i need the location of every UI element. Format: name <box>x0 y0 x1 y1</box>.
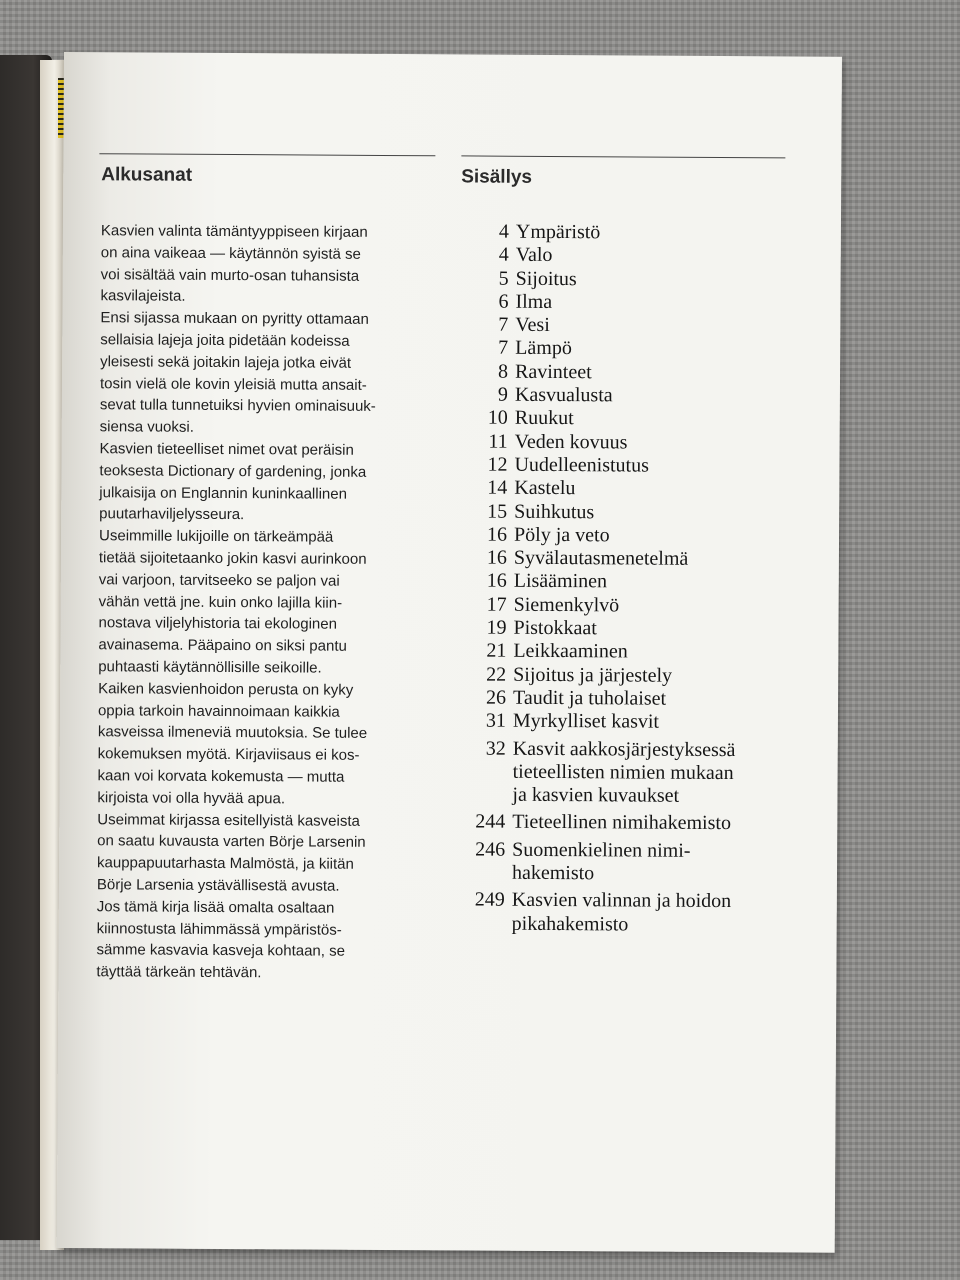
preface-line: täyttää tärkeän tehtävän. <box>96 963 262 982</box>
toc-title <box>514 570 607 594</box>
toc-page-number: 6 <box>498 290 509 313</box>
toc-title <box>515 314 550 338</box>
toc-title-line: Kasvien valinnan ja hoidon <box>511 889 732 913</box>
toc-entry <box>461 244 831 270</box>
toc-entry <box>460 384 830 410</box>
toc-title-line: hakemisto <box>511 861 595 885</box>
toc-entry <box>458 663 828 689</box>
toc-entry <box>460 360 830 386</box>
toc-entry <box>459 477 829 503</box>
toc-title <box>516 244 553 268</box>
toc-title <box>512 811 731 836</box>
preface-line: puhtaasti käytännöllisille seikoille. <box>98 658 322 677</box>
toc-title-line: Suomenkielinen nimi- <box>512 838 691 862</box>
toc-title <box>515 361 592 385</box>
toc-entry <box>459 593 829 619</box>
preface-line: tosin vielä ole kovin yleisiä mutta ansait- <box>99 374 367 394</box>
toc-title-line: Kasvualusta <box>514 383 613 407</box>
toc-title-line: Ruukut <box>514 407 574 430</box>
toc-entry <box>460 430 830 456</box>
toc-entry <box>457 737 827 809</box>
preface-line: on saatu kuvausta varten Börje Larsenin <box>97 832 366 852</box>
toc-title <box>516 221 601 245</box>
toc-page-number: 4 <box>498 220 509 243</box>
toc-title <box>514 594 620 618</box>
toc-page-number: 22 <box>486 663 507 686</box>
preface-line: avainasema. Pääpaino on siksi pantu <box>98 636 347 655</box>
preface-line: Kasvien tieteelliset nimet ovat peräisin <box>99 440 354 459</box>
toc-title <box>513 687 666 711</box>
toc-title-line: Suihkutus <box>514 500 595 523</box>
toc-title-line: Syvälautasmenetelmä <box>513 546 689 570</box>
preface-line: sämme kasvavia kasveja kohtaan, se <box>96 941 346 961</box>
toc-page-number: 12 <box>487 453 508 476</box>
preface-line: vai varjoon, tarvitseeko se paljon vai <box>98 570 340 590</box>
preface-line: kiinnostusta lähimmässä ympäristös- <box>96 919 342 939</box>
preface-line: vähän vettä jne. kuin onko lajilla kiin- <box>98 592 343 612</box>
toc-page-number: 16 <box>486 570 507 593</box>
toc-title <box>512 889 732 937</box>
preface-line: kirjoista voi olla hyvää apua. <box>97 788 286 808</box>
preface-line: voi sisältää vain murto-osan tuhansista <box>100 265 360 285</box>
toc-page-number: 10 <box>487 406 508 430</box>
toc-entry <box>458 710 828 736</box>
preface-line: kaan voi korvata kokemusta — mutta <box>97 767 345 786</box>
toc-page-number: 8 <box>497 360 509 383</box>
toc-entry <box>457 838 827 887</box>
toc-title-line: Ilma <box>515 290 553 313</box>
toc-entry <box>458 686 828 712</box>
toc-title <box>514 500 594 524</box>
preface-line: kasveissa ilmeneviä muutoksia. Se tulee <box>97 723 368 743</box>
toc-title <box>515 430 628 454</box>
preface-line: oppia tarkoin havainnoimaan kaikkia <box>97 701 340 721</box>
toc-title-line: Pistokkaat <box>513 616 597 640</box>
toc-page-number: 16 <box>486 546 507 569</box>
preface-text <box>96 220 431 985</box>
toc-title-line: Tieteellinen nimihakemisto <box>512 811 732 835</box>
toc-title-line: Valo <box>515 244 553 267</box>
toc-title <box>515 384 613 408</box>
toc-title-line: Pöly ja veto <box>513 523 610 547</box>
toc-title <box>516 267 577 291</box>
toc-page-number: 5 <box>498 267 509 290</box>
toc-entry <box>459 453 829 479</box>
toc-page-number: 32 <box>485 737 506 760</box>
toc-title-line: tieteellisten nimien mukaan <box>512 760 734 784</box>
toc-page-number: 7 <box>498 337 509 360</box>
preface-line: Kasvien valinta tämäntyyppiseen kirjaan <box>100 222 368 241</box>
toc-title <box>514 477 575 501</box>
toc-title-line: ja kasvien kuvaukset <box>512 783 680 807</box>
preface-line: sevat tulla tunnetuiksi hyvien ominaisuuk- <box>99 396 376 416</box>
toc-entry <box>459 570 829 596</box>
toc-title-line: Uudelleenistutus <box>514 453 649 477</box>
toc-page-number: 21 <box>486 639 507 663</box>
toc-title-line: Ympäristö <box>515 220 601 244</box>
toc-page-number: 31 <box>485 709 506 732</box>
toc-entry <box>458 640 828 666</box>
book-page <box>57 52 842 1253</box>
toc-entry <box>460 314 830 340</box>
preface-line: Useimmille lukijoille on tärkeämpää <box>98 527 334 546</box>
toc-title <box>515 407 574 431</box>
toc-title-line: Sijoitus ja järjestely <box>513 663 673 687</box>
toc-title <box>513 617 596 641</box>
toc-title-line: Kasvit aakkosjärjestyksessä <box>512 737 736 761</box>
toc-entry <box>459 500 829 526</box>
preface-line: siensa vuoksi. <box>99 418 194 436</box>
toc-title-line: Kastelu <box>514 477 576 500</box>
toc-title-line: Sijoitus <box>515 267 577 290</box>
preface-line: tietää sijoitetaanko jokin kasvi aurinkoon <box>98 549 367 568</box>
preface-line: Börje Larsenia ystävällisestä avusta. <box>96 876 340 895</box>
toc-page-number: 15 <box>487 500 508 523</box>
toc-title-line: Veden kovuus <box>514 430 628 454</box>
toc-page-number: 249 <box>474 888 505 912</box>
toc-page-number: 19 <box>486 616 507 639</box>
toc-title <box>513 640 628 664</box>
toc-page-number: 16 <box>486 523 508 546</box>
toc-entry <box>457 889 827 938</box>
toc-entry <box>461 220 831 246</box>
preface-line: teoksesta Dictionary of gardening, jonka <box>99 461 367 481</box>
toc-title-line: Leikkaaminen <box>513 640 628 663</box>
preface-line: kauppapuutarhasta Malmöstä, ja kiitän <box>96 854 354 873</box>
toc-page-number: 244 <box>475 810 506 834</box>
toc-title-line: Siemenkylvö <box>513 593 620 617</box>
toc-entry <box>460 337 830 363</box>
toc-page-number: 4 <box>498 243 509 267</box>
toc-page-number: 11 <box>488 430 508 453</box>
preface-line: on aina vaikeaa — käytännön syistä se <box>100 244 361 263</box>
toc-page-number: 26 <box>485 686 507 709</box>
toc-page-number: 17 <box>486 593 507 616</box>
toc-title <box>514 547 689 571</box>
toc-title-line: Lämpö <box>515 337 572 360</box>
preface-line: sellaisia lajeja joita pidetään kodeissa <box>100 331 350 350</box>
toc-title <box>513 710 659 734</box>
preface-line: kasvilajeista. <box>100 287 186 306</box>
toc-title <box>515 291 552 315</box>
toc-title <box>514 454 649 478</box>
contents-heading: Sisällys <box>461 166 533 188</box>
toc-entry <box>461 267 831 293</box>
toc-title <box>514 524 610 548</box>
preface-line: julkaisija on Englannin kuninkaallinen <box>99 483 348 503</box>
toc-entry <box>459 523 829 549</box>
preface-heading: Alkusanat <box>101 164 193 186</box>
toc-title-line: Vesi <box>515 313 550 337</box>
toc-entry <box>459 547 829 573</box>
preface-line: Kaiken kasvienhoidon perusta on kyky <box>98 679 354 699</box>
table-of-contents <box>457 220 831 937</box>
toc-page-number: 246 <box>475 838 506 861</box>
toc-title-line: Taudit ja tuholaiset <box>512 686 667 710</box>
toc-entry <box>457 811 827 837</box>
toc-entry <box>460 407 830 433</box>
toc-title-line: pikahakemisto <box>511 912 629 936</box>
toc-title <box>513 663 672 687</box>
preface-line: Jos tämä kirja lisää omalta osaltaan <box>96 897 335 917</box>
toc-page-number: 9 <box>497 383 508 406</box>
toc-title <box>512 737 735 808</box>
toc-entry <box>460 290 830 316</box>
toc-page-number: 14 <box>487 476 508 499</box>
preface-line: Ensi sijassa mukaan on pyritty ottamaan <box>100 309 369 329</box>
toc-entry <box>458 616 828 642</box>
toc-title <box>512 838 691 886</box>
toc-page-number: 7 <box>498 313 509 336</box>
toc-title-line: Ravinteet <box>514 360 592 384</box>
toc-title-line: Lisääminen <box>513 570 608 593</box>
preface-line: Useimmat kirjassa esitellyistä kasveista <box>97 810 360 830</box>
toc-title <box>515 337 572 361</box>
preface-line: puutarhaviljelysseura. <box>99 505 245 524</box>
preface-rule <box>99 153 435 156</box>
toc-title-line: Myrkylliset kasvit <box>512 709 660 733</box>
preface-line: yleisesti sekä joitakin lajeja jotka eivät <box>100 353 352 372</box>
contents-rule <box>461 155 785 158</box>
preface-line: nostava viljelyhistoria tai ekologinen <box>98 614 338 634</box>
preface-line: kokemuksen myötä. Kirjaviisaus ei kos- <box>97 745 360 764</box>
